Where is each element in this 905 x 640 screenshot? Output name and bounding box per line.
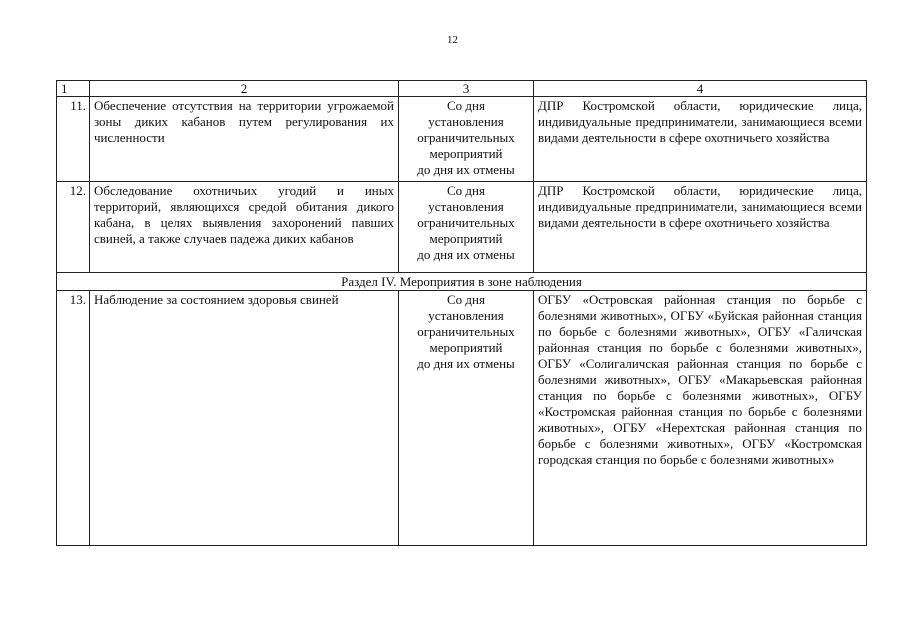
- term-line: мероприятий: [429, 231, 503, 246]
- term-line: до дня их отмены: [417, 247, 515, 262]
- term-line: ограничительных: [417, 324, 515, 339]
- term-line: установления: [428, 114, 504, 129]
- responsible-text: ОГБУ «Островская районная станция по борьбе с болезнями животных», ОГБУ «Буйская районная станция по борьбе с болезнями животных», ОГБУ «Галичская районная станция по борьбе с болезнями животных», ОГБУ «Солигаличская районная станция по борьбе с болезнями животных», ОГБУ «Макарьевская районная станция по борьбе с болезнями животных», ОГБУ «Костромская районная станция по борьбе с болезнями животных», ОГБУ «Нерехтская районная станция по борьбе с болезнями животных», ОГБУ «Костромская городская станция по борьбе с болезнями животных»: [534, 291, 867, 546]
- row-number: 11.: [57, 97, 90, 182]
- header-col-2: 2: [90, 81, 399, 97]
- measure-text: Наблюдение за состоянием здоровья свиней: [90, 291, 399, 546]
- measures-table: [56, 80, 867, 546]
- table-row: [57, 291, 867, 546]
- term-line: Со дня: [447, 292, 485, 307]
- term-line: установления: [428, 308, 504, 323]
- section-heading-row: [57, 273, 867, 291]
- responsible-text: ДПР Костромской области, юридические лица, индивидуальные предприниматели, занимающиеся всеми видами деятельности в сфере охотничьего хозяйства: [534, 97, 867, 182]
- table-row: [57, 97, 867, 182]
- row-number: 12.: [57, 182, 90, 273]
- term-line: ограничительных: [417, 130, 515, 145]
- term-line: мероприятий: [429, 340, 503, 355]
- term-cell: [399, 182, 534, 273]
- term-line: Со дня: [447, 98, 485, 113]
- header-col-3: 3: [399, 81, 534, 97]
- term-line: до дня их отмены: [417, 162, 515, 177]
- responsible-text: ДПР Костромской области, юридические лица, индивидуальные предприниматели, занимающиеся всеми видами деятельности в сфере охотничьего хозяйства: [534, 182, 867, 273]
- term-line: ограничительных: [417, 215, 515, 230]
- term-cell: [399, 97, 534, 182]
- page-number: 12: [447, 34, 458, 46]
- term-line: мероприятий: [429, 146, 503, 161]
- row-number: 13.: [57, 291, 90, 546]
- header-col-4: 4: [534, 81, 867, 97]
- table-row: [57, 182, 867, 273]
- term-cell: [399, 291, 534, 546]
- measure-text: Обеспечение отсутствия на территории угрожаемой зоны диких кабанов путем регулирования их численности: [90, 97, 399, 182]
- section-title: Раздел IV. Мероприятия в зоне наблюдения: [57, 273, 867, 291]
- header-col-1: 1: [57, 81, 90, 97]
- term-line: до дня их отмены: [417, 356, 515, 371]
- term-line: установления: [428, 199, 504, 214]
- term-line: Со дня: [447, 183, 485, 198]
- measure-text: Обследование охотничьих угодий и иных территорий, являющихся средой обитания дикого кабана, в целях выявления захоронений павших свиней, а также случаев падежа диких кабанов: [90, 182, 399, 273]
- table-header-row: [57, 81, 867, 97]
